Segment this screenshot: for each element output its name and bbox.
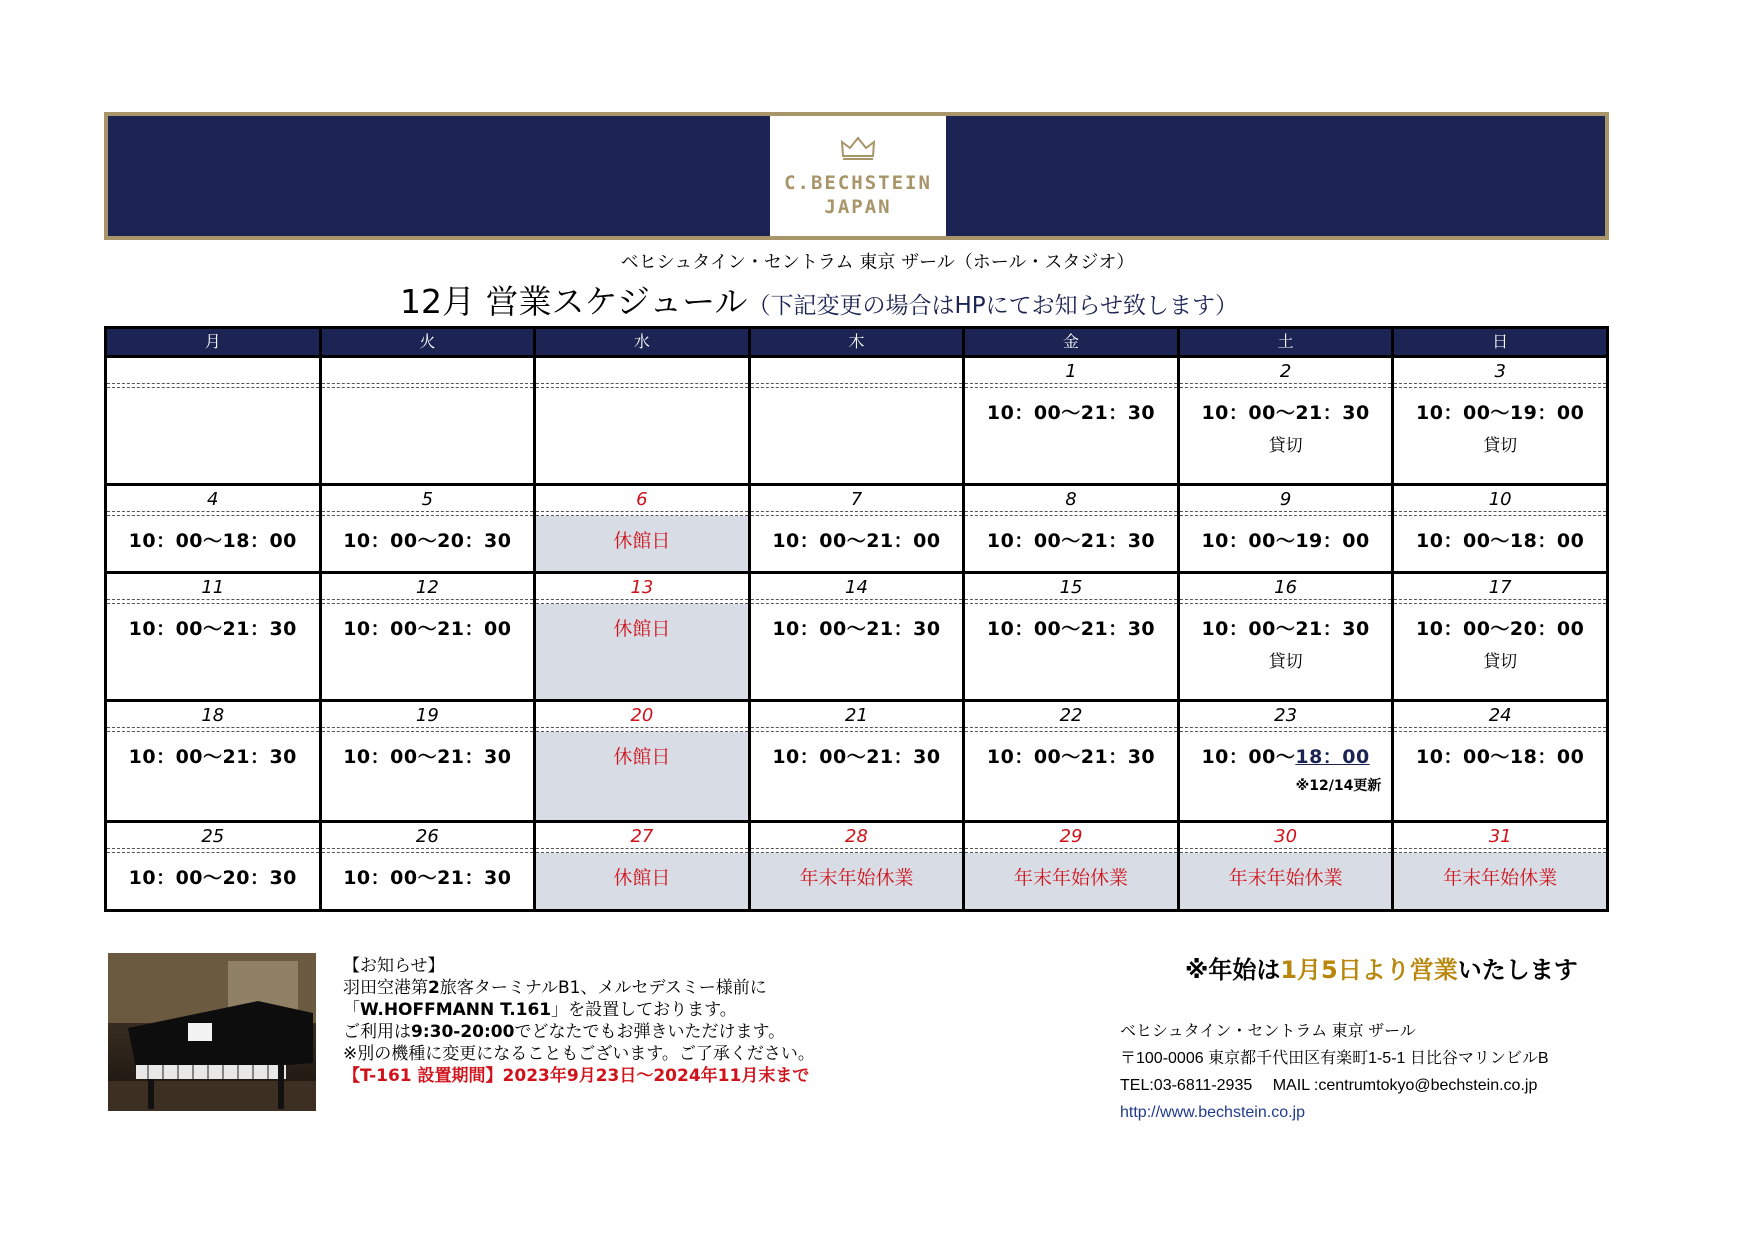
day-cell: [320, 573, 535, 701]
day-cell: [1393, 357, 1608, 485]
day-cell: [320, 822, 535, 911]
day-cell: [1178, 484, 1393, 573]
day-cell: [106, 573, 321, 701]
day-cell: [1178, 357, 1393, 485]
notice-period: 【T-161 設置期間】2023年9月23日～2024年11月末まで: [343, 1066, 810, 1086]
day-number: [322, 358, 534, 388]
day-cell: [749, 822, 964, 911]
reserved-note: 貸切: [1483, 652, 1518, 673]
title-main: 12月 営業スケジュール: [400, 282, 748, 321]
day-number: 4: [107, 486, 319, 516]
closed-label: 休館日: [613, 529, 671, 552]
day-number: 6: [536, 486, 748, 516]
crown-icon: [840, 136, 876, 160]
opening-hours: 10：00～18：00: [128, 529, 297, 552]
page-title: [400, 276, 1238, 323]
day-number: 17: [1394, 574, 1606, 604]
opening-hours: 10：00～18：00: [1416, 529, 1585, 552]
website-link[interactable]: http://www.bechstein.co.jp: [1120, 1104, 1305, 1121]
opening-hours: 10：00～18：00: [1416, 746, 1585, 768]
weekday-label: 土: [1178, 328, 1393, 357]
opening-hours: 10：00～21：30: [1201, 402, 1370, 424]
day-number: 31: [1394, 823, 1606, 853]
day-cell: [1393, 701, 1608, 822]
closed-label: 休館日: [613, 867, 671, 890]
contact-tel-mail[interactable]: TEL:03-6811-2935 MAIL :centrumtokyo@bechstein.co.jp: [1120, 1077, 1538, 1094]
day-cell: [320, 357, 535, 485]
grand-piano-icon: [108, 953, 316, 1111]
notice-line-2: 「W.HOFFMANN T.161」を設置しております。: [343, 1000, 737, 1020]
closed-label: 年末年始休業: [1443, 867, 1558, 890]
opening-hours: 10：00～21：30: [986, 402, 1156, 424]
closed-label: 休館日: [613, 746, 671, 768]
day-number: 22: [965, 702, 1177, 732]
day-number: 16: [1180, 574, 1392, 604]
day-cell: [106, 822, 321, 911]
opening-hours: 10：00～21：00: [343, 618, 512, 641]
weekday-header: [106, 328, 1608, 357]
weekday-label: 日: [1393, 328, 1608, 357]
day-cell: [1393, 822, 1608, 911]
day-cell: [1178, 701, 1393, 822]
day-number: 2: [1180, 358, 1392, 388]
reserved-note: 貸切: [1268, 436, 1303, 456]
schedule-calendar: [104, 326, 1609, 912]
closed-label: 休館日: [613, 618, 671, 641]
day-number: 15: [965, 574, 1177, 604]
day-number: 12: [322, 574, 534, 604]
day-number: 14: [751, 574, 963, 604]
day-number: 24: [1394, 702, 1606, 732]
day-cell: [535, 701, 750, 822]
notice-line-4: ※別の機種に変更になることもございます。ご了承ください。: [343, 1044, 815, 1064]
day-number: [751, 358, 963, 388]
opening-hours: 10：00～21：30: [343, 867, 512, 890]
day-number: 13: [536, 574, 748, 604]
piano-photo: [108, 953, 316, 1111]
day-number: 19: [322, 702, 534, 732]
day-number: 3: [1394, 358, 1606, 388]
day-cell: [535, 357, 750, 485]
day-number: 30: [1180, 823, 1392, 853]
contact-address: 〒100-0006 東京都千代田区有楽町1-5-1 日比谷マリンビルB: [1120, 1050, 1549, 1067]
week-row: [106, 484, 1608, 573]
week-row: [106, 822, 1608, 911]
logo-text: C.BECHSTEIN: [784, 172, 932, 194]
day-number: 5: [322, 486, 534, 516]
notice-line-1: 羽田空港第2旅客ターミナルB1、メルセデスミー様前に: [343, 978, 767, 998]
day-cell: [1393, 573, 1608, 701]
venue-line: ベヒシュタイン・セントラム 東京 ザール（ホール・スタジオ）: [620, 252, 1135, 273]
day-cell: [964, 357, 1179, 485]
day-cell: [749, 701, 964, 822]
contact-name: ベヒシュタイン・セントラム 東京 ザール: [1120, 1023, 1416, 1040]
day-number: 20: [536, 702, 748, 732]
opening-hours: 10：00～20：30: [128, 867, 297, 890]
logo-subtext: JAPAN: [824, 196, 892, 218]
weekday-label: 火: [320, 328, 535, 357]
day-number: 27: [536, 823, 748, 853]
day-number: 23: [1180, 702, 1392, 732]
day-number: [107, 358, 319, 388]
update-note: ※12/14更新: [1295, 778, 1382, 794]
notice-heading: 【お知らせ】: [343, 956, 445, 976]
opening-hours: 10：00～21：30: [128, 618, 297, 641]
opening-hours: 10：00～18：00: [1201, 746, 1370, 768]
day-cell: [964, 573, 1179, 701]
opening-hours: 10：00～19：00: [1201, 529, 1370, 552]
opening-hours: 10：00～21：30: [986, 618, 1156, 641]
opening-hours: 10：00～21：00: [772, 529, 941, 552]
day-cell: [106, 701, 321, 822]
day-cell: [535, 822, 750, 911]
closed-label: 年末年始休業: [799, 867, 914, 890]
closed-label: 年末年始休業: [1014, 867, 1129, 890]
opening-hours: 10：00～21：30: [128, 746, 297, 768]
day-number: 28: [751, 823, 963, 853]
day-cell: [1178, 573, 1393, 701]
contact-block: [1120, 1018, 1610, 1126]
opening-hours: 10：00～19：00: [1416, 402, 1585, 424]
day-cell: [320, 701, 535, 822]
day-cell: [1178, 822, 1393, 911]
day-cell: [535, 573, 750, 701]
weekday-label: 月: [106, 328, 321, 357]
day-number: [536, 358, 748, 388]
opening-hours: 10：00～21：30: [986, 529, 1156, 552]
opening-hours: 10：00～21：30: [772, 746, 941, 768]
day-cell: [1393, 484, 1608, 573]
week-row: [106, 701, 1608, 822]
day-number: 21: [751, 702, 963, 732]
opening-hours: 10：00～21：30: [343, 746, 512, 768]
day-cell: [964, 822, 1179, 911]
reserved-note: 貸切: [1483, 436, 1518, 456]
weekday-label: 金: [964, 328, 1179, 357]
day-number: 25: [107, 823, 319, 853]
day-cell: [320, 484, 535, 573]
day-cell: [749, 573, 964, 701]
day-cell: [535, 484, 750, 573]
day-number: 7: [751, 486, 963, 516]
day-number: 26: [322, 823, 534, 853]
opening-hours: 10：00～21：30: [772, 618, 941, 641]
day-number: 18: [107, 702, 319, 732]
notice-block: [343, 955, 815, 1087]
opening-hours: 10：00～21：30: [1201, 618, 1370, 641]
title-sub: （下記変更の場合はHPにてお知らせ致します）: [747, 293, 1238, 319]
bechstein-logo: [770, 116, 946, 236]
weekday-label: 水: [535, 328, 750, 357]
opening-hours: 10：00～20：30: [343, 529, 512, 552]
notice-line-3: ご利用は9:30-20:00でどなたでもお弾きいただけます。: [343, 1022, 786, 1042]
day-number: 10: [1394, 486, 1606, 516]
opening-hours: 10：00～20：00: [1416, 618, 1585, 641]
weekday-label: 木: [749, 328, 964, 357]
updated-closing-time: 18：00: [1295, 746, 1370, 768]
day-cell: [964, 484, 1179, 573]
day-number: 29: [965, 823, 1177, 853]
day-cell: [106, 357, 321, 485]
day-number: 9: [1180, 486, 1392, 516]
opening-hours: 10：00～21：30: [986, 746, 1156, 768]
day-cell: [749, 357, 964, 485]
day-number: 11: [107, 574, 319, 604]
reserved-note: 貸切: [1268, 652, 1303, 673]
day-cell: [964, 701, 1179, 822]
week-row: [106, 357, 1608, 485]
day-cell: [106, 484, 321, 573]
day-number: 1: [965, 358, 1177, 388]
day-number: 8: [965, 486, 1177, 516]
closed-label: 年末年始休業: [1228, 867, 1343, 890]
day-cell: [749, 484, 964, 573]
week-row: [106, 573, 1608, 701]
new-year-note: ※年始は1月5日より営業いたします: [1185, 956, 1578, 984]
